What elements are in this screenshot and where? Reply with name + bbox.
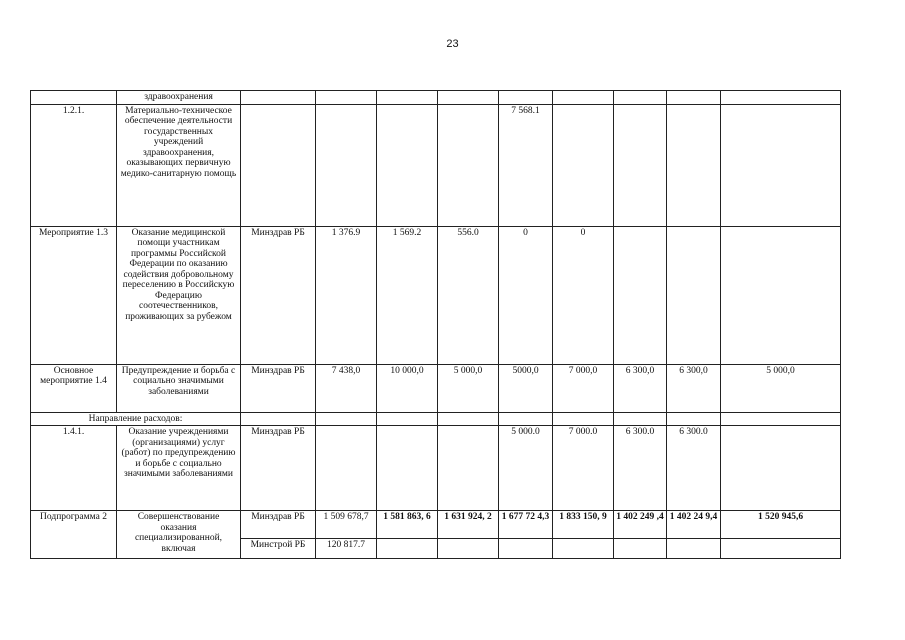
value-cell: 6 300,0 [614,364,667,412]
value-cell: 5 000,0 [721,364,841,412]
value-cell: 1 509 678,7 [316,511,377,539]
value-cell: 7 568.1 [499,104,553,226]
value-cell: 7 000.0 [553,426,614,511]
activity-name: Оказание учреждениями (организациями) услуг (работ) по предупреждению и борьбе с социально значимыми заболеваниями [117,426,241,511]
value-cell: 6 300.0 [614,426,667,511]
executor: Минстрой РБ [241,539,316,559]
value-cell: 120 817.7 [316,539,377,559]
budget-table [30,90,841,559]
table-row [31,412,841,426]
value-cell: 1 376.9 [316,226,377,364]
page-number: 23 [446,38,459,50]
activity-name: Оказание медицинской помощи участникам программы Российской Федерации по оказанию содействия добровольному переселению в Российскую Федерацию соотечественников, проживающих за рубежом [117,226,241,364]
activity-code: 1.4.1. [31,426,117,511]
activity-name: Предупреждение и борьба с социально значимыми заболеваниями [117,364,241,412]
table-row [31,226,841,364]
value-cell: 1 677 72 4,3 [499,511,553,539]
value-cell: 1 520 945,6 [721,511,841,539]
expense-direction-label: Направление расходов: [31,412,241,426]
executor: Минздрав РБ [241,511,316,539]
activity-code: Основное мероприятие 1.4 [31,364,117,412]
value-cell: 6 300.0 [667,426,721,511]
value-cell: 1 833 150, 9 [553,511,614,539]
value-cell: 6 300,0 [667,364,721,412]
activity-name: здравоохранения [117,91,241,105]
value-cell: 5 000,0 [438,364,499,412]
table-row [31,364,841,412]
value-cell: 1 581 863, 6 [377,511,438,539]
value-cell: 556.0 [438,226,499,364]
executor: Минздрав РБ [241,426,316,511]
executor: Минздрав РБ [241,226,316,364]
value-cell: 0 [553,226,614,364]
value-cell: 5 000.0 [499,426,553,511]
value-cell: 1 569.2 [377,226,438,364]
activity-name: Совершенствование оказания специализированной, включая [117,511,241,559]
activity-code: 1.2.1. [31,104,117,226]
value-cell: 10 000,0 [377,364,438,412]
value-cell: 7 438,0 [316,364,377,412]
table-row [31,104,841,226]
value-cell: 1 402 249 ,4 [614,511,667,539]
value-cell: 1 402 24 9,4 [667,511,721,539]
executor: Минздрав РБ [241,364,316,412]
table-row [31,426,841,511]
activity-code: Мероприятие 1.3 [31,226,117,364]
value-cell: 0 [499,226,553,364]
table-row [31,91,841,105]
value-cell: 7 000,0 [553,364,614,412]
activity-name: Материально-техническое обеспечение деятельности государственных учреждений здравоохранения, оказывающих первичную медико-санитарную помощь [117,104,241,226]
value-cell: 5000,0 [499,364,553,412]
table-row [31,511,841,539]
value-cell: 1 631 924, 2 [438,511,499,539]
activity-code: Подпрограмма 2 [31,511,117,559]
